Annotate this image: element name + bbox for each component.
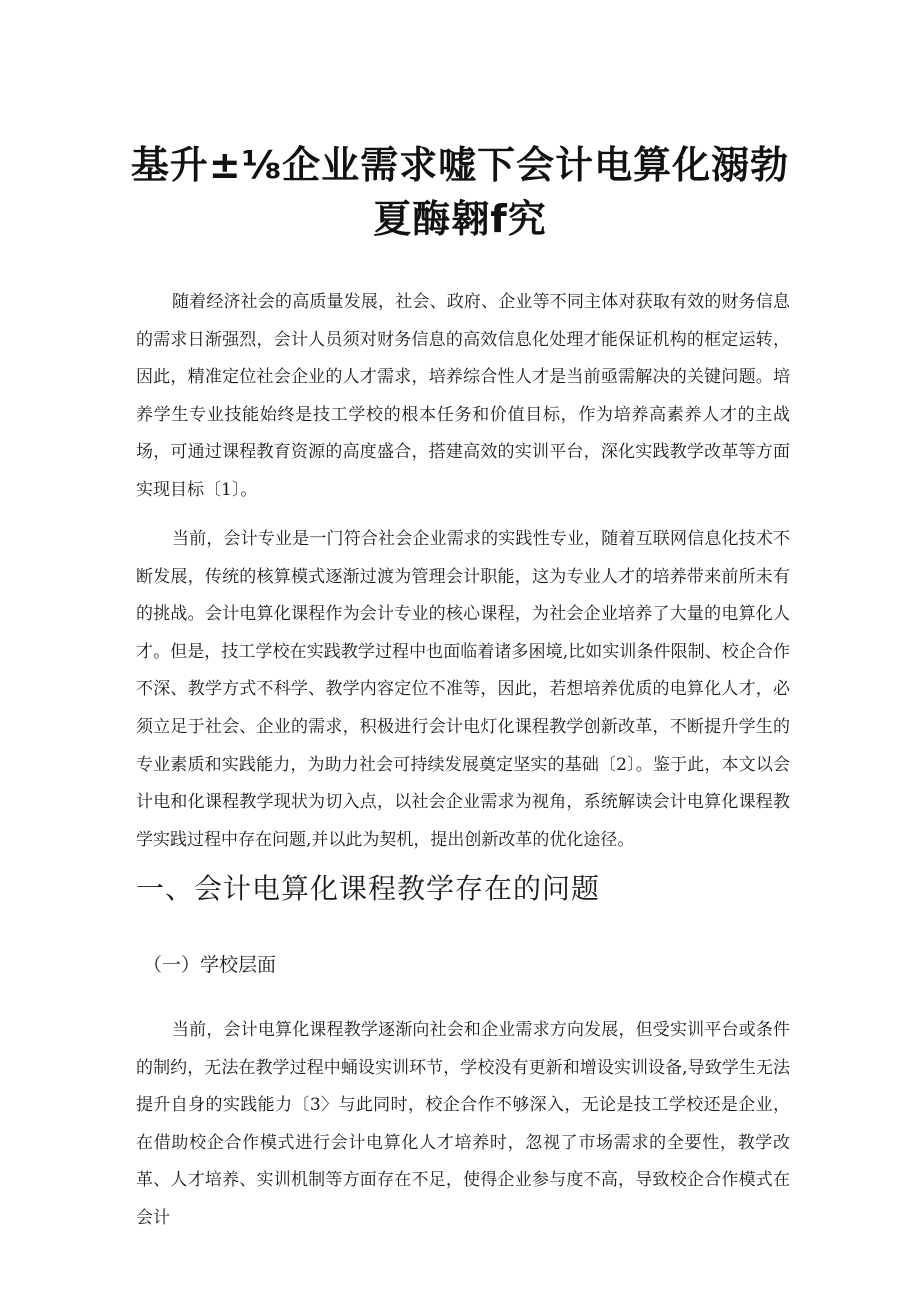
section-paragraph-1: 当前，会计电算化课程教学逐渐向社会和企业需求方向发展，但受实训平台或条件的制约，无法在教学过程中蛹设实训环节，学校没有更新和增设实训设备,导致学生无法提升自身的实践能力〔3〉与此同时，校企合作不够深入，无论是技工学校还是企业，在借助校企合作模式进行会计电算化人才培养时，忽视了市场需求的全要性，教学改革、人才培养、实训机制等方面存在不足，使得企业参与度不高，导致校企合作模式在会计 bbox=[136, 1020, 790, 1228]
section-heading-1: 一、会计电算化课程教学存在的问题 bbox=[136, 872, 601, 905]
document-title-line-1: 基升±⅛企业需求嘘下会计电算化溺勃 bbox=[130, 143, 790, 187]
document-title-line-2: 夏酶翱f究 bbox=[373, 197, 547, 241]
intro-paragraph-2: 当前，会计专业是一门符合社会企业需求的实践性专业，随着互联网信息化技术不断发展，传统的核算模式逐渐过渡为管理会计职能，这为专业人才的培养带来前所未有的挑战。会计电算化课程作为会计专业的核心课程，为社会企业培养了大量的电算化人才。但是，技工学校在实践教学过程中也面临着诸多困境,比如实训条件限制、校企合作不深、教学方式不科学、教学内容定位不准等，因此，若想培养优质的电算化人才，必须立足于社会、企业的需求，积极进行会计电灯化课程教学创新改革，不断提升学生的专业素质和实践能力，为助力社会可持续发展奠定坚实的基础〔2〕。鉴于此，本文以会计电和化课程教学现状为切入点，以社会企业需求为视角，系统解读会计电算化课程教学实践过程中存在问题,并以此为契机，提出创新改革的优化途径。 bbox=[136, 529, 790, 850]
subsection-heading-1: （一）学校层面 bbox=[143, 954, 277, 976]
intro-paragraph-1: 随着经济社会的高质量发展，社会、政府、企业等不同主体对获取有效的财务信息的需求日渐强烈，会计人员须对财务信息的高效信息化处理才能保证机构的框定运转，因此，精准定位社会企业的人才需求，培养综合性人才是当前亟需解决的关键问题。培养学生专业技能始终是技工学校的根本任务和价值目标，作为培养高素养人才的主战场，可通过课程教育资源的高度盛合，搭建高效的实训平台，深化实践教学改革等方面实现目标〔1〕。 bbox=[136, 292, 790, 500]
